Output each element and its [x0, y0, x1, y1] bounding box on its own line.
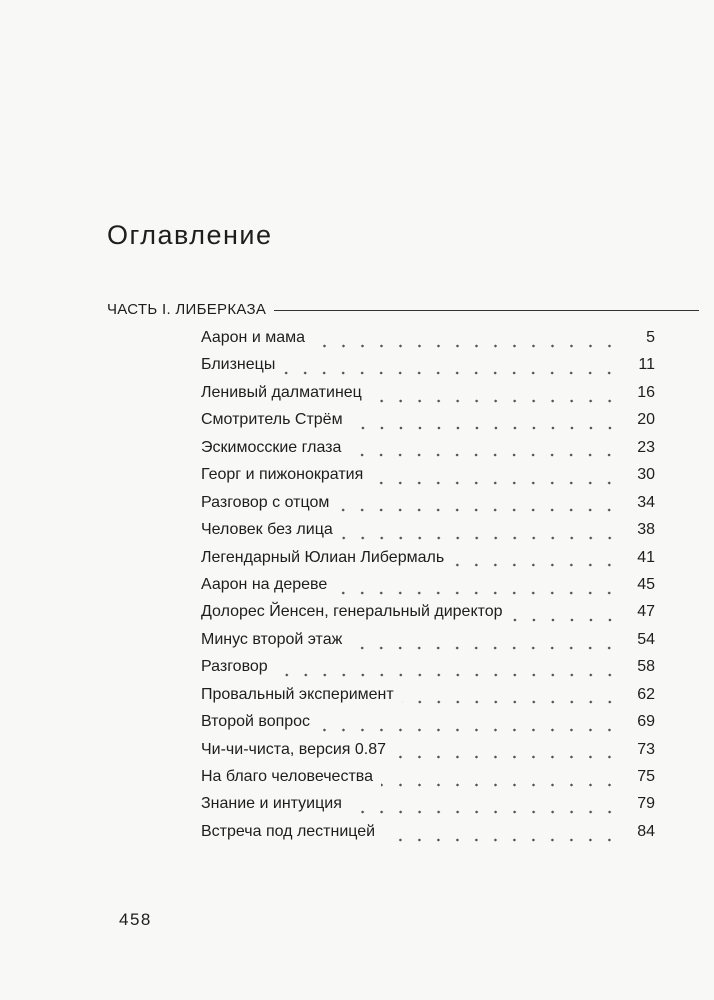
toc-entry-page: 69 [637, 713, 655, 731]
toc-entry-title: Эскимосские глаза [201, 438, 342, 456]
toc-entry-page: 79 [637, 795, 655, 813]
toc-entry [201, 356, 655, 383]
toc-entry-title: Второй вопрос [201, 713, 311, 731]
dot-leader [371, 479, 619, 487]
toc-entry [201, 384, 655, 411]
dot-leader [318, 726, 619, 734]
toc-entry-page: 38 [637, 521, 655, 539]
dot-leader [276, 671, 619, 679]
toc-entry [201, 631, 655, 658]
toc-entry-page: 34 [637, 493, 655, 511]
toc-entry-title: На благо человечества [201, 768, 373, 785]
toc-entry-title: Смотритель Стрём [201, 411, 343, 429]
page-title: Оглавление [107, 220, 273, 250]
toc-entry-title: Встреча под лестницей [201, 822, 376, 840]
toc-entry [201, 466, 655, 493]
toc-entry [201, 823, 655, 850]
toc-entry-title: Аарон и мама [201, 329, 306, 346]
toc-entry [201, 658, 655, 685]
toc-entry [201, 686, 655, 713]
toc-entry [201, 576, 655, 603]
toc-entry-title: Аарон на дереве [201, 575, 328, 593]
toc-entry [201, 549, 655, 576]
toc-entry-title: Георг и пижонократия [201, 466, 364, 484]
dot-leader [381, 781, 619, 789]
dot-leader [341, 534, 619, 542]
dot-leader [313, 342, 619, 350]
toc-entry-title: Легендарный Юлиан Либермаль [201, 548, 445, 566]
toc-entry [201, 741, 655, 768]
toc-entry-page: 58 [637, 658, 655, 676]
toc-entry-page: 84 [637, 822, 655, 840]
toc-entry-page: 54 [637, 630, 655, 648]
toc-entry [201, 329, 655, 356]
dot-leader [349, 451, 619, 459]
dot-leader [370, 397, 619, 405]
page-number: 458 [119, 910, 152, 929]
toc-entry [201, 768, 655, 795]
toc-entry-title: Разговор с отцом [201, 493, 330, 511]
toc-entry-page: 47 [637, 603, 655, 621]
dot-leader [335, 589, 619, 597]
toc-entry-title: Близнецы [201, 356, 276, 374]
toc-entry-title: Ленивый далматинец [201, 383, 362, 401]
toc-entry [201, 494, 655, 521]
toc-entry-title: Долорес Йенсен, генеральный директор [201, 603, 503, 621]
toc-entry-title: Знание и интуиция [201, 795, 342, 813]
toc-entry [201, 795, 655, 822]
dot-leader [452, 561, 619, 569]
toc-entry [201, 603, 655, 630]
dot-leader [350, 644, 619, 652]
toc-entry-page: 5 [646, 329, 655, 346]
toc-entry-page: 73 [637, 740, 655, 758]
toc-entry-page: 62 [637, 685, 655, 703]
toc-entry-title: Разговор [201, 658, 268, 676]
toc-entry [201, 521, 655, 548]
toc-entry-page: 20 [637, 411, 655, 429]
toc-entry-page: 45 [637, 575, 655, 593]
toc-entry-page: 41 [637, 548, 655, 566]
toc-entry-page: 11 [638, 356, 655, 374]
part-heading [107, 301, 699, 318]
toc-entry [201, 713, 655, 740]
part-label: ЧАСТЬ I. ЛИБЕРКАЗА [107, 301, 267, 318]
toc-entry-page: 30 [637, 466, 655, 484]
toc-entry-title: Человек без лица [201, 521, 333, 539]
dot-leader [337, 506, 619, 514]
toc-entry-page: 23 [637, 438, 655, 456]
toc-entry-page: 16 [637, 383, 655, 401]
toc-entry-title: Чи-чи-чиста, версия 0.87 [201, 740, 387, 758]
toc-entry [201, 439, 655, 466]
toc-entry [201, 411, 655, 438]
dot-leader [383, 836, 619, 844]
toc-entry-title: Провальный эксперимент [201, 685, 394, 703]
dot-leader [283, 369, 619, 377]
toc-entry-page: 75 [637, 768, 655, 785]
part-rule [274, 310, 699, 311]
dot-leader [350, 808, 619, 816]
toc-entry-list [201, 329, 655, 850]
dot-leader [351, 424, 619, 432]
dot-leader [394, 753, 619, 761]
toc-entry-title: Минус второй этаж [201, 630, 343, 648]
dot-leader [511, 616, 619, 624]
dot-leader [402, 698, 619, 706]
